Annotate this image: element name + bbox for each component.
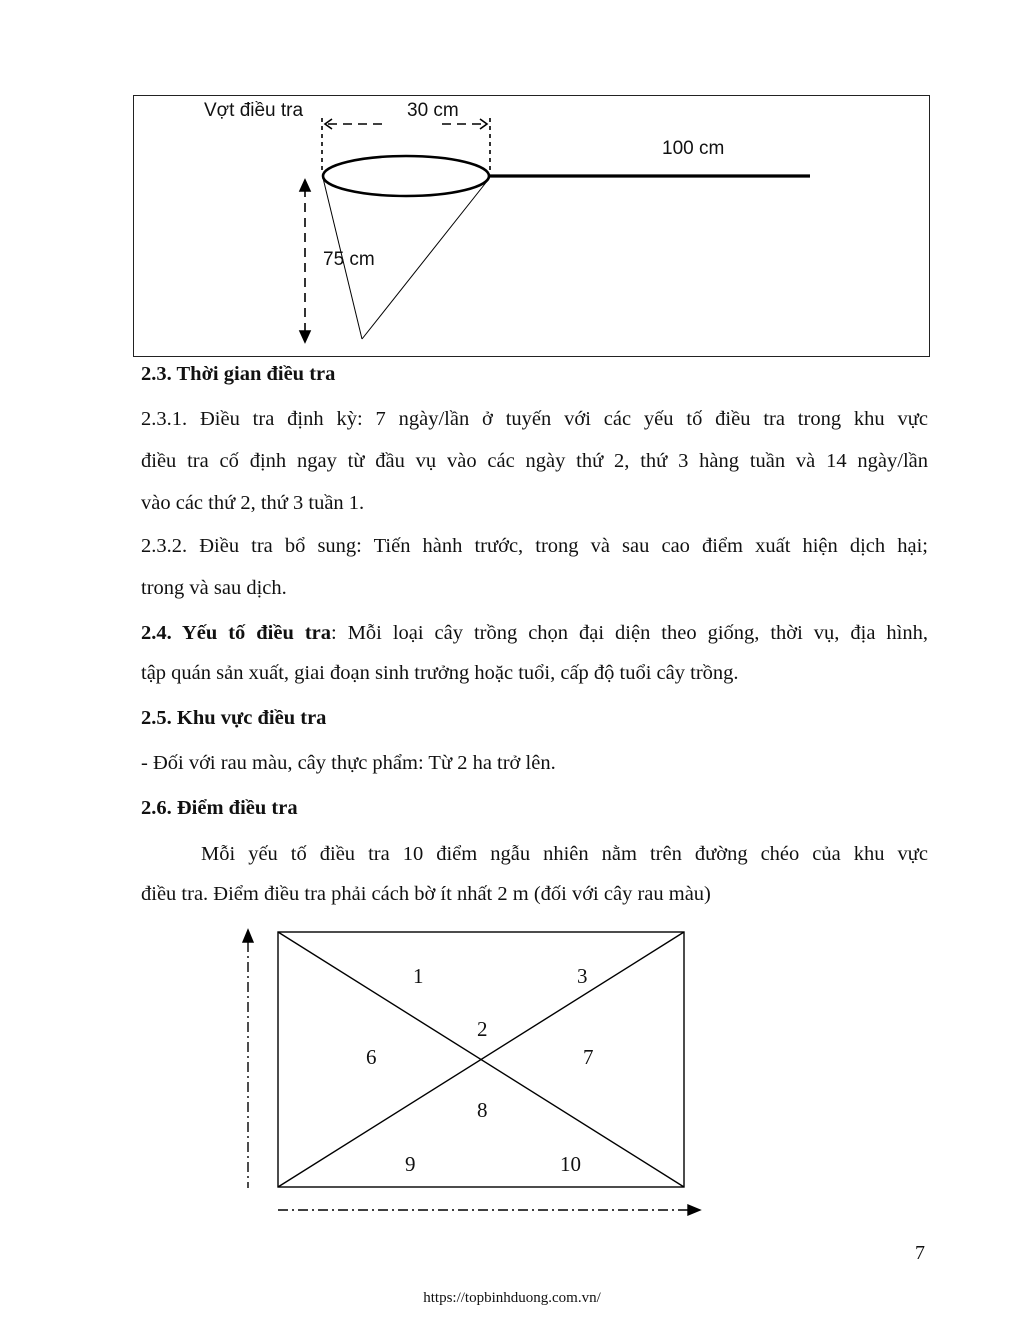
sample-point-3: 3 <box>577 964 588 988</box>
net-label: Vợt điều tra <box>204 100 304 121</box>
sample-point-6: 6 <box>366 1045 377 1069</box>
horizontal-axis-arrow <box>278 1205 700 1215</box>
para-2-3-1-line-1: 2.3.1. Điều tra định kỳ: 7 ngày/lần ở tuyến với các yếu tố điều tra trong khu vực <box>141 408 928 430</box>
heading-2-6: 2.6. Điểm điều tra <box>141 797 298 819</box>
sample-point-8: 8 <box>477 1098 488 1122</box>
para-2-3-2-line-2: trong và sau dịch. <box>141 577 287 599</box>
heading-2-5: 2.5. Khu vực điều tra <box>141 707 327 729</box>
net-diagram-drawing <box>134 96 931 358</box>
sampling-field <box>278 932 684 1187</box>
net-hoop <box>323 156 489 196</box>
sample-point-1: 1 <box>413 964 424 988</box>
heading-2-3: 2.3. Thời gian điều tra <box>141 363 336 385</box>
sampling-diagram <box>230 920 710 1220</box>
para-2-3-2-line-1: 2.3.2. Điều tra bổ sung: Tiến hành trước, trong và sau cao điểm xuất hiện dịch hại; <box>141 535 928 557</box>
list-item-2-5: - Đối với rau màu, cây thực phẩm: Từ 2 ha trở lên. <box>141 752 556 774</box>
para-2-6-line-1: Mỗi yếu tố điều tra 10 điểm ngẫu nhiên nằm trên đường chéo của khu vực <box>201 843 928 865</box>
heading-2-4: 2.4. Yếu tố điều tra <box>141 622 332 644</box>
sample-point-10: 10 <box>560 1152 581 1176</box>
depth-dimension <box>300 180 310 342</box>
para-2-4-line-2: tập quán sản xuất, giai đoạn sinh trưởng hoặc tuổi, cấp độ tuổi cây trồng. <box>141 662 739 684</box>
sample-point-2: 2 <box>477 1017 488 1041</box>
para-2-4-line-1 <box>141 612 928 654</box>
page-number: 7 <box>915 1242 925 1264</box>
para-2-3-1-line-2: điều tra cố định ngay từ đầu vụ vào các ngày thứ 2, thứ 3 hàng tuần và 14 ngày/lần <box>141 450 928 472</box>
net-diagram <box>133 95 930 357</box>
para-2-4-line-1-text: : Mỗi loại cây trồng chọn đại diện theo giống, thời vụ, địa hình, <box>331 622 928 644</box>
sample-point-9: 9 <box>405 1152 416 1176</box>
sample-point-7: 7 <box>583 1045 594 1069</box>
footer-url: https://topbinhduong.com.vn/ <box>423 1290 601 1306</box>
para-2-3-1-line-3: vào các thứ 2, thứ 3 tuần 1. <box>141 492 365 514</box>
depth-label: 75 cm <box>323 249 375 270</box>
vertical-axis-arrow <box>243 930 253 1188</box>
handle-length-label: 100 cm <box>662 138 725 159</box>
para-2-6-line-2: điều tra. Điểm điều tra phải cách bờ ít nhất 2 m (đối với cây rau màu) <box>141 883 711 905</box>
diameter-label: 30 cm <box>407 100 459 121</box>
